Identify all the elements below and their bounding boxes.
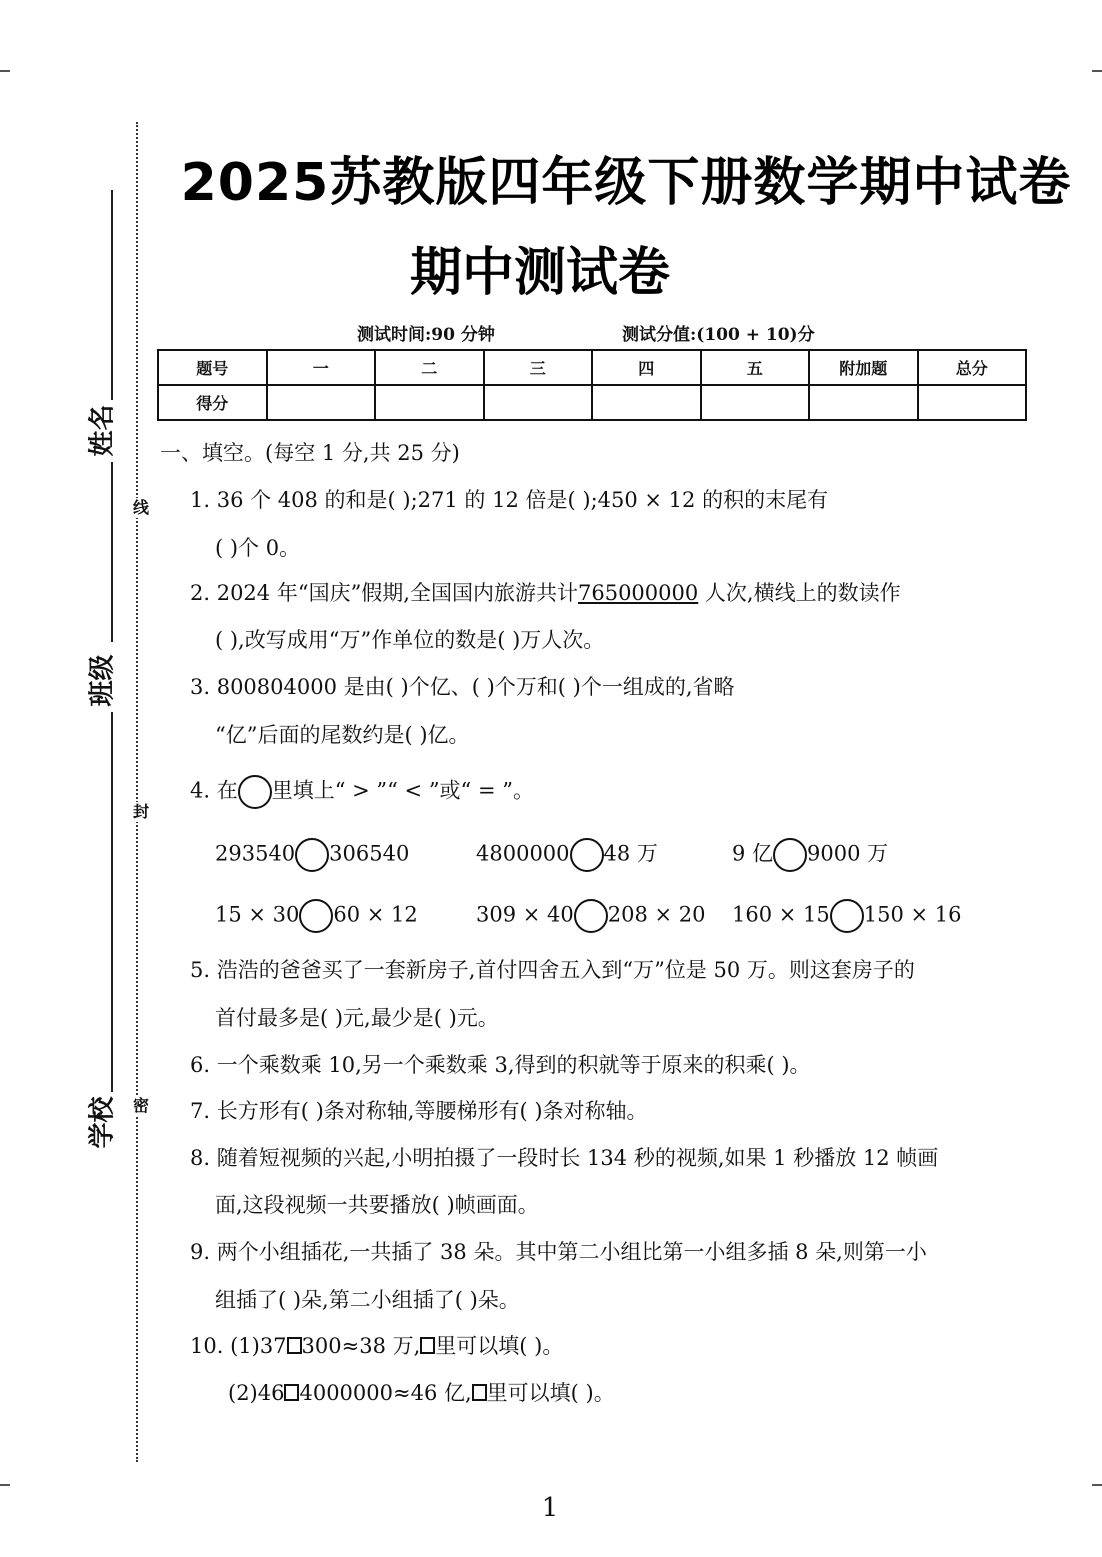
compare-item: 309 × 40 208 × 20: [476, 899, 706, 933]
score-header-cell: 五: [701, 350, 810, 385]
score-row-label: 得分: [158, 385, 267, 420]
blank-box-icon: [472, 1384, 487, 1401]
name-write-line: [111, 190, 113, 400]
score-cell[interactable]: [592, 385, 701, 420]
q4-text-pre: 4. 在: [190, 778, 238, 803]
score-table-score-row: [158, 385, 1026, 420]
class-label: 班级: [87, 653, 118, 707]
crop-mark: [0, 1484, 10, 1486]
score-header-cell: 四: [592, 350, 701, 385]
score-cell[interactable]: [918, 385, 1027, 420]
score-header-cell: 三: [484, 350, 593, 385]
school-write-line: [111, 712, 113, 1092]
q4-text-post: 里填上“ > ”“ < ”或“ = ”。: [271, 778, 534, 803]
q2-underlined-number: 765000000: [577, 581, 699, 605]
crop-mark: [1092, 70, 1102, 72]
binding-dotted-line: [136, 122, 138, 1462]
question-8-line-2: 面,这段视频一共要播放( )帧画面。: [215, 1193, 539, 1217]
question-10-part-2: (2)46 4000000≈46 亿, 里可以填( )。: [228, 1381, 615, 1405]
section-heading: 一、填空。(每空 1 分,共 25 分): [160, 441, 460, 465]
score-cell[interactable]: [375, 385, 484, 420]
score-cell[interactable]: [809, 385, 918, 420]
compare-item: 15 × 30 60 × 12: [215, 899, 418, 933]
score-cell[interactable]: [267, 385, 376, 420]
seal-word-seal: 封: [132, 802, 149, 821]
compare-item: 9 亿 9000 万: [732, 838, 888, 872]
compare-item: 160 × 15 150 × 16: [732, 899, 962, 933]
score-table: [157, 349, 1027, 421]
score-table-header-row: [158, 350, 1026, 385]
question-1-line-1: 1. 36 个 408 的和是( );271 的 12 倍是( );450 × 12 的积的末尾有: [190, 488, 829, 512]
blank-box[interactable]: [287, 1337, 302, 1354]
class-write-line: [111, 462, 113, 642]
question-3-line-2: “亿”后面的尾数约是( )亿。: [215, 723, 470, 747]
question-2-line-2: ( ),改写成用“万”作单位的数是( )万人次。: [215, 628, 605, 652]
compare-circle[interactable]: [830, 899, 864, 933]
q2-text-pre: 2. 2024 年“国庆”假期,全国国内旅游共计: [190, 581, 578, 605]
name-label: 姓名: [87, 403, 118, 457]
compare-item: 4800000 48 万: [476, 838, 658, 872]
question-4: [190, 775, 534, 809]
score-header-cell: 总分: [918, 350, 1027, 385]
compare-circle-icon: [238, 775, 272, 809]
page-title: 2025苏教版四年级下册数学期中试卷: [180, 153, 1072, 213]
compare-circle[interactable]: [299, 899, 333, 933]
question-9-line-2: 组插了( )朵,第二小组插了( )朵。: [215, 1288, 520, 1312]
score-header-cell: 题号: [158, 350, 267, 385]
score-header-cell: 一: [267, 350, 376, 385]
blank-box[interactable]: [284, 1384, 299, 1401]
score-header-cell: 附加题: [809, 350, 918, 385]
question-5-line-1: 5. 浩浩的爸爸买了一套新房子,首付四舍五入到“万”位是 50 万。则这套房子的: [190, 958, 915, 982]
question-10-part-1: 10. (1)37 300≈38 万, 里可以填( )。: [190, 1334, 564, 1358]
question-5-line-2: 首付最多是( )元,最少是( )元。: [215, 1006, 499, 1030]
question-3-line-1: 3. 800804000 是由( )个亿、( )个万和( )个一组成的,省略: [190, 675, 735, 699]
school-label: 学校: [87, 1095, 118, 1149]
question-9-line-1: 9. 两个小组插花,一共插了 38 朵。其中第二小组比第一小组多插 8 朵,则第一小: [190, 1240, 927, 1264]
question-7: 7. 长方形有( )条对称轴,等腰梯形有( )条对称轴。: [190, 1099, 648, 1123]
question-2-line-1: [190, 578, 901, 608]
compare-circle[interactable]: [570, 838, 604, 872]
crop-mark: [1092, 1484, 1102, 1486]
compare-item: 293540 306540: [215, 838, 409, 872]
crop-mark: [0, 70, 10, 72]
score-cell[interactable]: [484, 385, 593, 420]
blank-box-icon: [420, 1337, 435, 1354]
test-time: 测试时间:90 分钟: [357, 325, 495, 345]
page-subtitle: 期中测试卷: [409, 243, 670, 303]
test-score: 测试分值:(100 + 10)分: [622, 325, 815, 345]
compare-circle[interactable]: [574, 899, 608, 933]
seal-word-line: 线: [132, 498, 149, 517]
seal-word-secret: 密: [132, 1096, 149, 1115]
page-number: 1: [541, 1493, 559, 1523]
q2-text-post: 人次,横线上的数读作: [698, 581, 901, 605]
compare-circle[interactable]: [773, 838, 807, 872]
question-6: 6. 一个乘数乘 10,另一个乘数乘 3,得到的积就等于原来的积乘( )。: [190, 1053, 811, 1077]
score-header-cell: 二: [375, 350, 484, 385]
question-8-line-1: 8. 随着短视频的兴起,小明拍摄了一段时长 134 秒的视频,如果 1 秒播放 12 帧画: [190, 1146, 939, 1170]
question-1-line-2: ( )个 0。: [215, 536, 301, 560]
score-cell[interactable]: [701, 385, 810, 420]
compare-circle[interactable]: [295, 838, 329, 872]
